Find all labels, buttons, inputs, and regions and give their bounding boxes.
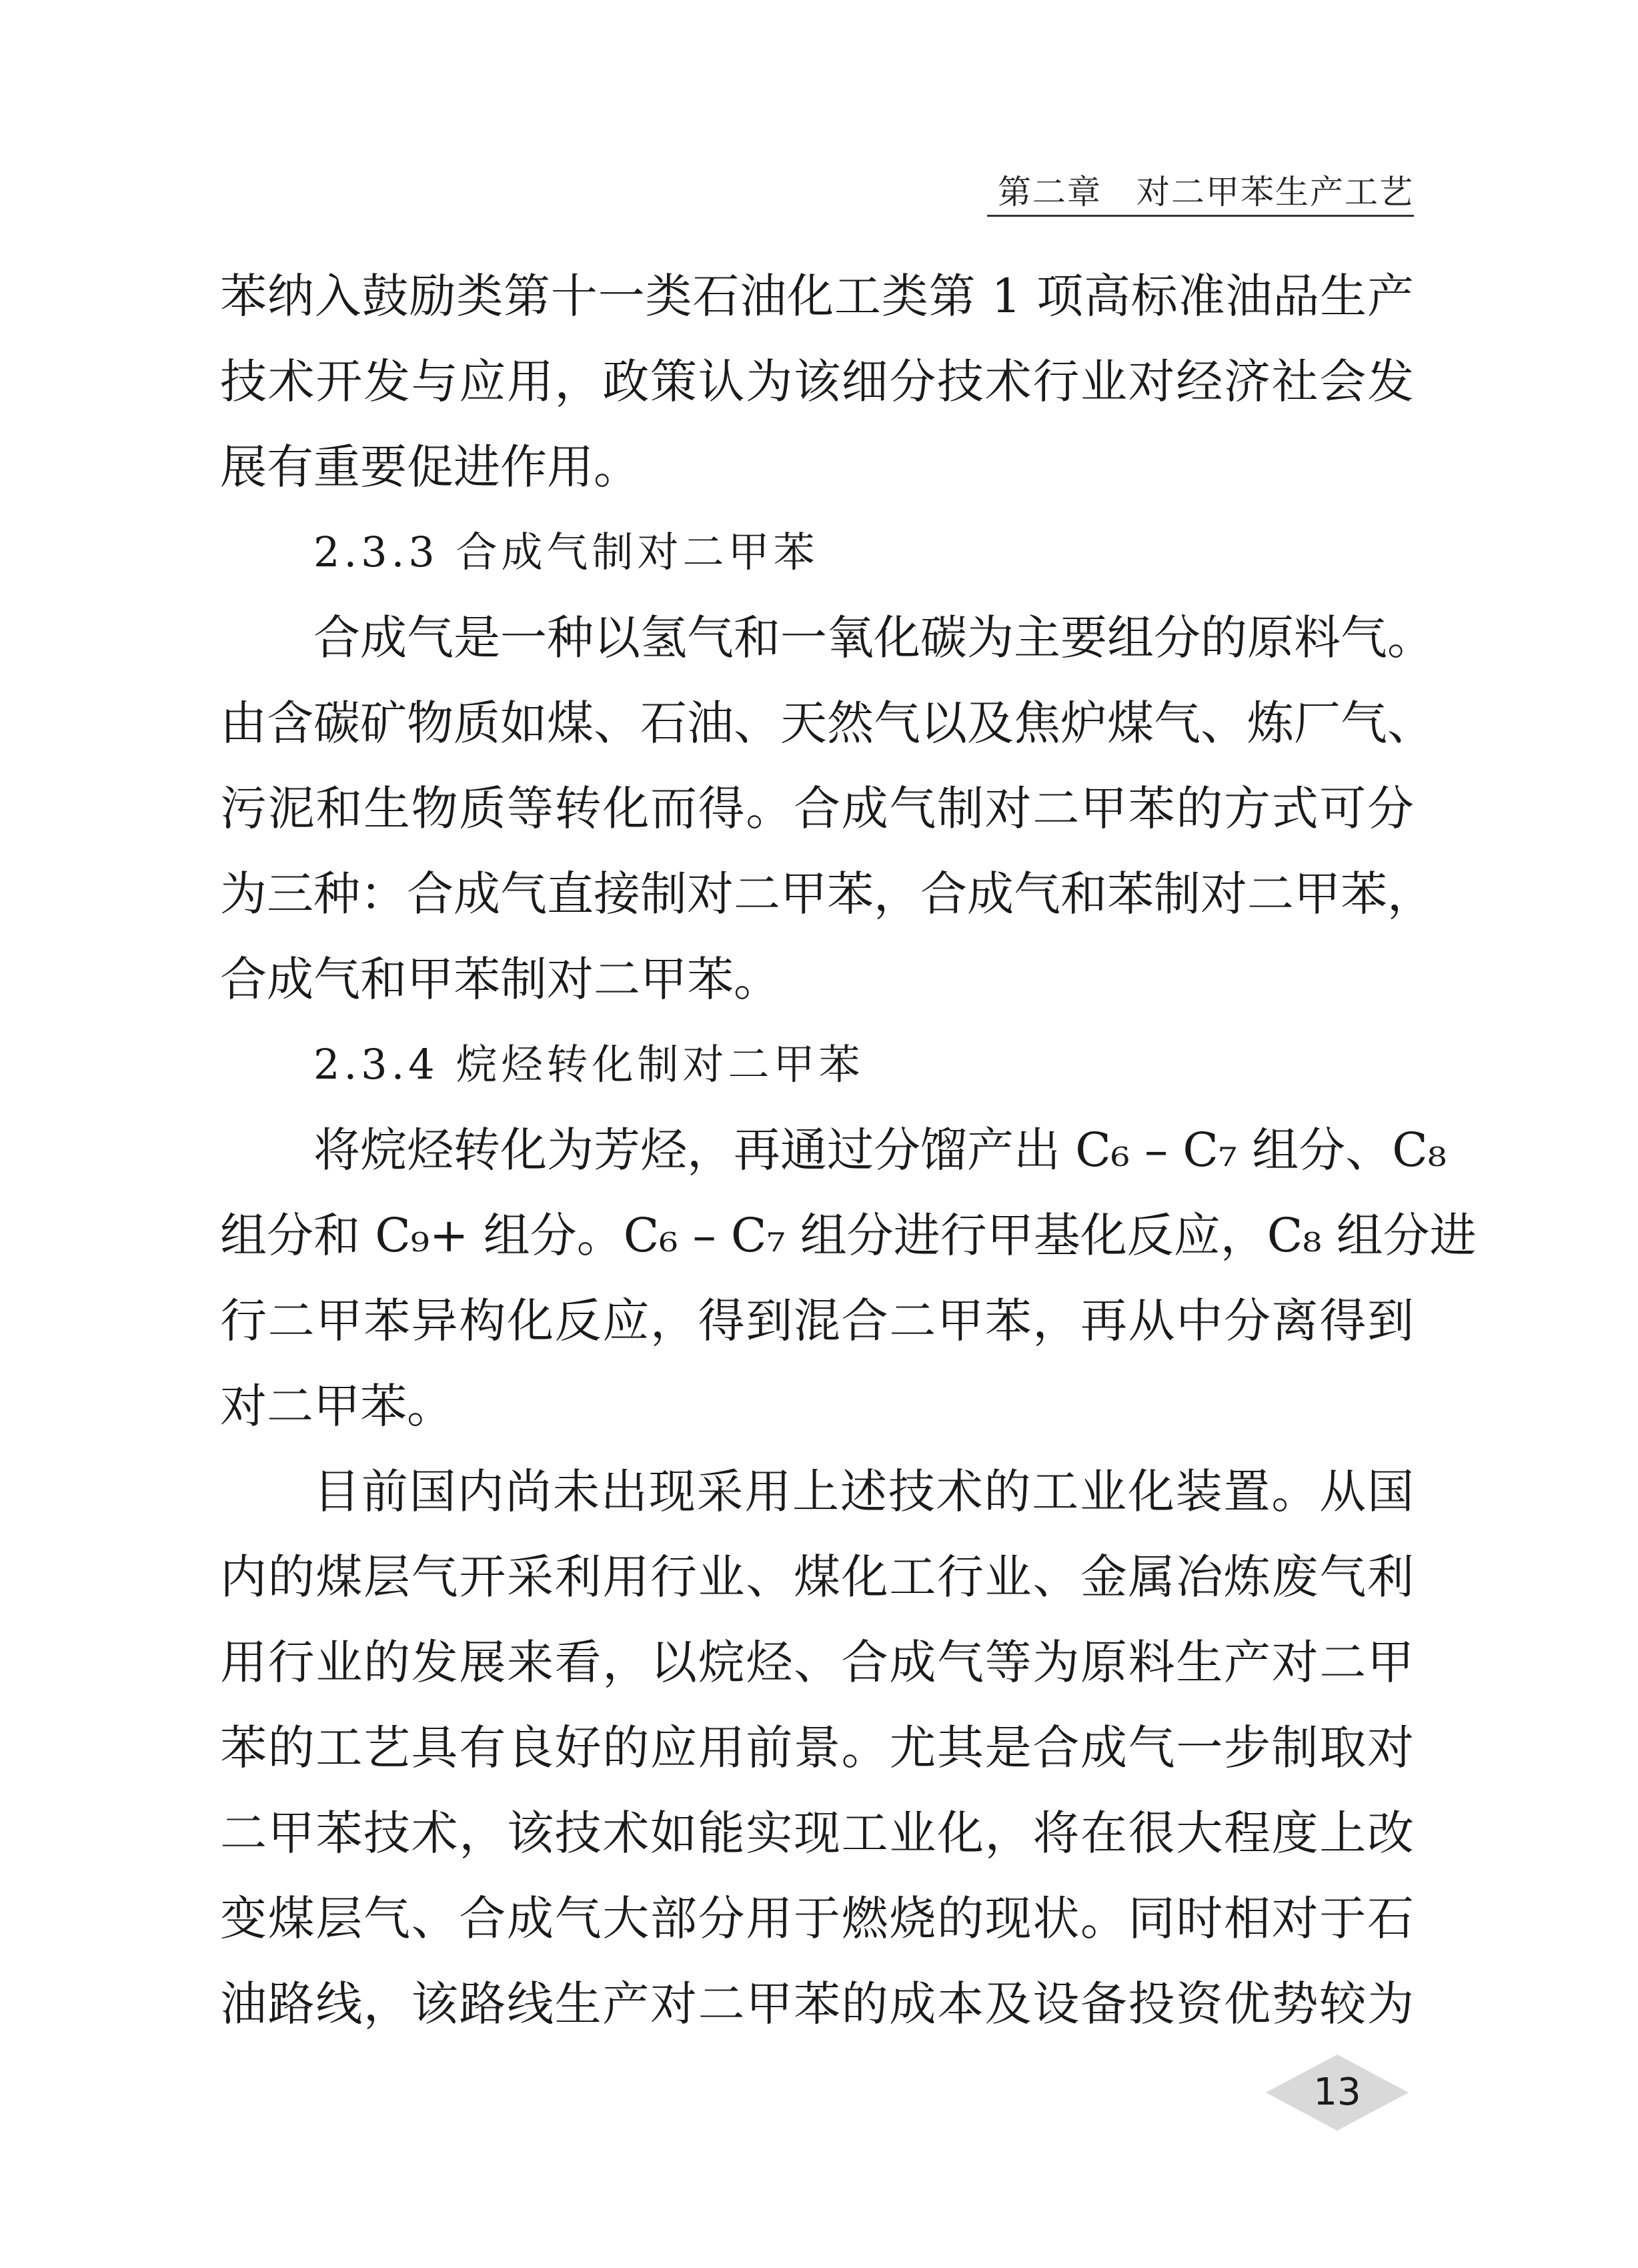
text-line: 技术开发与应用，政策认为该细分技术行业对经济社会发 xyxy=(220,354,1414,409)
text-line: 污泥和生物质等转化而得。合成气制对二甲苯的方式可分 xyxy=(220,781,1414,836)
body-text xyxy=(220,253,1477,2047)
text-line: 用行业的发展来看，以烷烃、合成气等为原料生产对二甲 xyxy=(220,1635,1414,1690)
text-line: 油路线，该路线生产对二甲苯的成本及设备投资优势较为 xyxy=(220,1976,1414,2031)
section-heading: 2.3.3 合成气制对二甲苯 xyxy=(313,528,819,576)
running-header: 第二章 对二甲苯生产工艺 xyxy=(998,173,1414,211)
page-number-badge xyxy=(1261,2043,1414,2143)
text-line: 二甲苯技术，该技术如能实现工业化，将在很大程度上改 xyxy=(220,1806,1414,1860)
text-line: 将烷烃转化为芳烃，再通过分馏产出 C₆ – C₇ 组分、C₈ xyxy=(313,1123,1447,1177)
section-heading: 2.3.4 烷烃转化制对二甲苯 xyxy=(313,1040,864,1089)
text-line: 苯的工艺具有良好的应用前景。尤其是合成气一步制取对 xyxy=(220,1720,1414,1775)
text-line: 合成气和甲苯制对二甲苯。 xyxy=(220,952,780,1007)
header-rule xyxy=(987,215,1414,217)
text-line: 展有重要促进作用。 xyxy=(220,440,640,494)
text-line: 对二甲苯。 xyxy=(220,1379,454,1434)
text-line: 为三种：合成气直接制对二甲苯，合成气和苯制对二甲苯， xyxy=(220,867,1434,921)
text-line: 目前国内尚未出现采用上述技术的工业化装置。从国 xyxy=(313,1464,1414,1519)
text-line: 合成气是一种以氢气和一氧化碳为主要组分的原料气。 xyxy=(313,610,1434,665)
text-line: 变煤层气、合成气大部分用于燃烧的现状。同时相对于石 xyxy=(220,1891,1414,1946)
text-line: 苯纳入鼓励类第十一类石油化工类第 1 项高标准油品生产 xyxy=(220,269,1414,324)
text-line: 组分和 C₉+ 组分。C₆ – C₇ 组分进行甲基化反应，C₈ 组分进 xyxy=(220,1208,1477,1263)
text-line: 由含碳矿物质如煤、石油、天然气以及焦炉煤气、炼厂气、 xyxy=(220,696,1434,750)
text-line: 内的煤层气开采利用行业、煤化工行业、金属冶炼废气利 xyxy=(220,1550,1414,1604)
text-line: 行二甲苯异构化反应，得到混合二甲苯，再从中分离得到 xyxy=(220,1293,1414,1348)
page-number: 13 xyxy=(1313,2071,1361,2114)
